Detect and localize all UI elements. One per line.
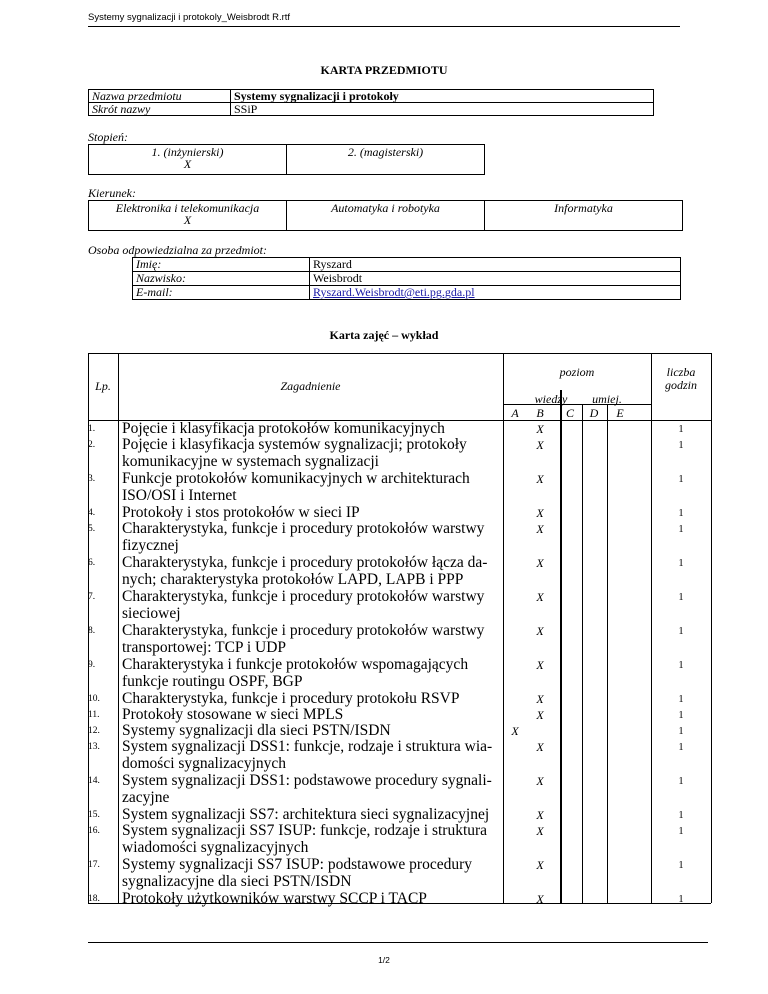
- level-mark: X: [536, 892, 544, 906]
- row-topic: Protokoły stosowane w sieci MPLS: [122, 706, 344, 723]
- course-name-value: Systemy sygnalizacji i protokoły: [231, 90, 654, 103]
- level-mark: X: [536, 774, 544, 788]
- row-topic: Charakterystyka, funkcje i procedury protokołów warstwy transportowej: TCP i UDP: [122, 622, 485, 656]
- direction-table: [88, 200, 683, 231]
- row-number: 13.: [88, 742, 100, 752]
- row-hours: 1: [678, 726, 684, 737]
- level-mark: X: [536, 824, 544, 838]
- course-abbr-label: Skrót nazwy: [89, 103, 231, 116]
- first-name-value: Ryszard: [310, 258, 681, 272]
- row-hours: 1: [678, 474, 684, 485]
- degree-option-2-name: 2. (magisterski): [347, 145, 424, 159]
- row-number: 12.: [88, 726, 100, 736]
- row-hours: 1: [678, 424, 684, 435]
- row-hours: 1: [678, 694, 684, 705]
- row-hours: 1: [678, 508, 684, 519]
- table-right-border: [711, 353, 712, 903]
- degree-table: [88, 144, 485, 175]
- col-level-header: poziom: [559, 365, 595, 379]
- email-cell: [310, 286, 681, 300]
- level-letter-c: C: [565, 406, 574, 420]
- direction-option-2: [287, 201, 485, 231]
- level-mark: X: [536, 858, 544, 872]
- row-hours: 1: [678, 660, 684, 671]
- level-subcolumn-divider-1: [560, 390, 562, 903]
- first-name-label: Imię:: [133, 258, 310, 272]
- level-mark: X: [536, 808, 544, 822]
- level-mark: X: [536, 522, 544, 536]
- level-mark: X: [536, 658, 544, 672]
- level-letter-b: B: [536, 406, 544, 420]
- table-top-border: [88, 353, 711, 354]
- level-mark: X: [536, 624, 544, 638]
- level-mark: X: [536, 438, 544, 452]
- col-knowledge-header: wiedzy: [534, 392, 568, 406]
- direction-option-1-mark: X: [183, 213, 192, 227]
- level-letter-d: D: [589, 406, 599, 420]
- level-mark: X: [536, 472, 544, 486]
- col-topic-header: Zagadnienie: [280, 379, 341, 393]
- row-topic: Charakterystyka, funkcje i procedury protokołów warstwy fizycznej: [122, 520, 485, 554]
- last-name-value: Weisbrodt: [310, 272, 681, 286]
- row-number: 7.: [88, 592, 96, 602]
- email-label: E-mail:: [133, 286, 310, 300]
- row-number: 9.: [88, 660, 96, 670]
- row-topic: Pojęcie i klasyfikacja systemów sygnalizacji; protokoły komunikacyjne w systemach sygnalizacji: [122, 436, 467, 470]
- row-number: 11.: [88, 710, 100, 720]
- degree-option-1-name: 1. (inżynierski): [151, 145, 224, 159]
- row-number: 15.: [88, 810, 100, 820]
- row-hours: 1: [678, 524, 684, 535]
- row-number: 6.: [88, 558, 96, 568]
- row-hours: 1: [678, 440, 684, 451]
- row-hours: 1: [678, 810, 684, 821]
- row-hours: 1: [678, 558, 684, 569]
- row-number: 16.: [88, 826, 100, 836]
- direction-option-3-name: Informatyka: [554, 201, 613, 215]
- page-title: KARTA PRZEDMIOTU: [320, 63, 448, 77]
- row-hours: 1: [678, 860, 684, 871]
- row-topic: Charakterystyka, funkcje i procedury protokołów warstwy sieciowej: [122, 588, 485, 622]
- col-skills-header: umiej.: [592, 392, 622, 406]
- direction-option-2-name: Automatyka i robotyka: [331, 201, 440, 215]
- row-topic: System sygnalizacji SS7 ISUP: funkcje, rodzaje i struktura wiadomości sygnalizacyjnych: [122, 822, 488, 856]
- level-mark: X: [536, 506, 544, 520]
- level-mark: X: [536, 590, 544, 604]
- row-hours: 1: [678, 592, 684, 603]
- row-number: 14.: [88, 776, 100, 786]
- row-topic: System sygnalizacji DSS1: funkcje, rodzaje i struktura wia-domości sygnalizacyjnych: [122, 738, 493, 772]
- row-topic: Systemy sygnalizacji SS7 ISUP: podstawowe procedury sygnalizacyjne dla sieci PSTN/ISDN: [122, 856, 473, 890]
- degree-option-2: [287, 145, 485, 175]
- row-number: 3.: [88, 474, 96, 484]
- row-number: 10.: [88, 694, 100, 704]
- direction-option-1-name: Elektronika i telekomunikacja: [115, 201, 260, 215]
- lecture-title: Karta zajęć – wykład: [329, 328, 439, 342]
- level-mark: X: [536, 556, 544, 570]
- email-link[interactable]: Ryszard.Weisbrodt@eti.pg.gda.pl: [313, 285, 475, 299]
- level-letter-e: E: [616, 406, 624, 420]
- level-subcolumn-divider-3: [607, 404, 608, 903]
- level-letter-a: A: [511, 406, 519, 420]
- row-hours: 1: [678, 742, 684, 753]
- person-label: Osoba odpowiedzialna za przedmiot:: [88, 243, 268, 257]
- direction-option-3: [485, 201, 683, 231]
- degree-label: Stopień:: [88, 130, 128, 144]
- row-number: 18.: [88, 894, 100, 904]
- direction-label: Kierunek:: [88, 186, 136, 200]
- course-table: [88, 89, 654, 116]
- row-number: 1.: [88, 424, 96, 434]
- level-mark: X: [536, 740, 544, 754]
- row-number: 8.: [88, 626, 96, 636]
- level-mark: X: [536, 708, 544, 722]
- row-number: 2.: [88, 440, 96, 450]
- level-mark: X: [536, 692, 544, 706]
- row-number: 5.: [88, 524, 96, 534]
- page-number: 1/2: [378, 955, 390, 965]
- row-hours: 1: [678, 894, 684, 905]
- lp-column-divider: [118, 353, 119, 903]
- row-topic: Funkcje protokołów komunikacyjnych w architekturach ISO/OSI i Internet: [122, 470, 470, 504]
- level-subcolumn-divider-2: [582, 404, 583, 903]
- row-hours: 1: [678, 776, 684, 787]
- row-number: 17.: [88, 860, 100, 870]
- row-hours: 1: [678, 626, 684, 637]
- row-topic: Protokoły użytkowników warstwy SCCP i TACP: [122, 890, 427, 907]
- col-lp-header: Lp.: [95, 379, 111, 393]
- course-name-label: Nazwa przedmiotu: [89, 90, 231, 103]
- row-topic: Charakterystyka i funkcje protokołów wspomagających funkcje routingu OSPF, BGP: [122, 656, 469, 690]
- person-table: [132, 257, 681, 300]
- row-topic: Charakterystyka, funkcje i procedury protokołu RSVP: [122, 690, 460, 707]
- level-mark: X: [511, 724, 519, 738]
- row-hours: 1: [678, 710, 684, 721]
- row-number: 4.: [88, 508, 96, 518]
- row-topic: Systemy sygnalizacji dla sieci PSTN/ISDN: [122, 722, 391, 739]
- row-topic: System sygnalizacji DSS1: podstawowe procedury sygnali-zacyjne: [122, 772, 492, 806]
- header-divider: [88, 26, 680, 27]
- document-header: Systemy sygnalizacji i protokoly_Weisbrodt R.rtf: [88, 12, 291, 23]
- last-name-label: Nazwisko:: [133, 272, 310, 286]
- row-topic: System sygnalizacji SS7: architektura sieci sygnalizacyjnej: [122, 806, 490, 823]
- degree-option-1: [89, 145, 287, 175]
- row-hours: 1: [678, 826, 684, 837]
- direction-option-1: [89, 201, 287, 231]
- row-topic: Pojęcie i klasyfikacja protokołów komunikacyjnych: [122, 420, 445, 437]
- row-topic: Protokoły i stos protokołów w sieci IP: [122, 504, 360, 521]
- level-mark: X: [536, 422, 544, 436]
- course-abbr-value: SSiP: [231, 103, 654, 116]
- row-topic: Charakterystyka, funkcje i procedury protokołów łącza da-nych; charakterystyka protokołów LAPD, LAPB i PPP: [122, 554, 488, 588]
- degree-option-1-mark: X: [183, 157, 192, 171]
- footer-divider: [88, 942, 708, 943]
- col-hours-header: liczba godzin: [664, 365, 697, 392]
